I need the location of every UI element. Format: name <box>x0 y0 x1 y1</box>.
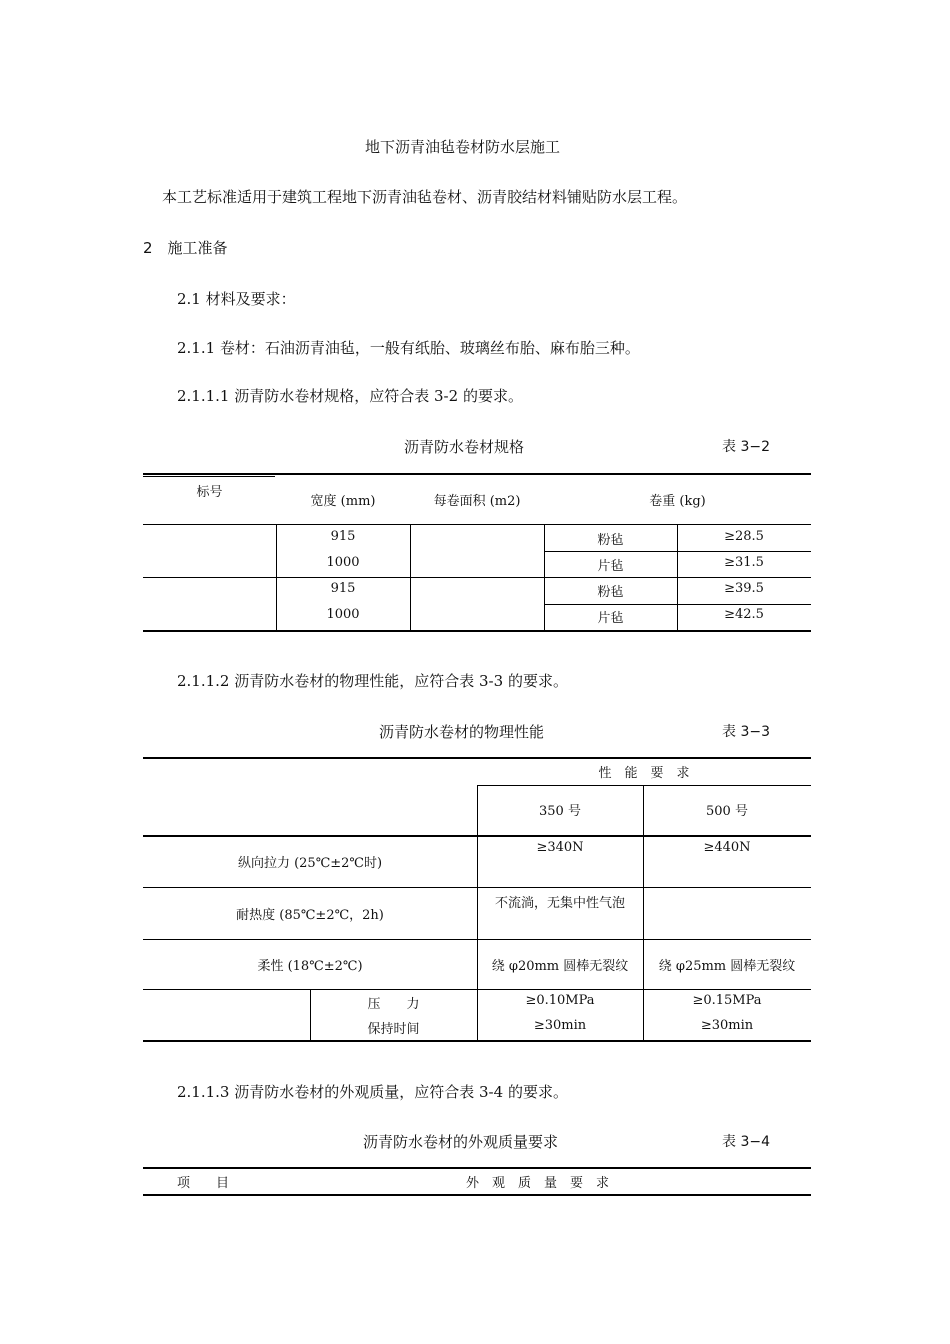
table-3-4-header-requirement: 外 观 质 量 要 求 <box>465 1176 609 1191</box>
table-row-type: 片毡 <box>597 611 624 626</box>
table-3-2-number: 表 3−2 <box>722 439 770 455</box>
table-3-2-caption: 沥青防水卷材规格 <box>404 438 525 456</box>
section-2-1-1-2: 2.1.1.2 沥青防水卷材的物理性能，应符合表 3-3 的要求。 <box>177 672 568 690</box>
document-title: 地下沥青油毡卷材防水层施工 <box>365 138 561 156</box>
table-row-500: 绕 φ25mm 圆棒无裂纹 <box>658 959 796 974</box>
table-row-350: 绕 φ20mm 圆棒无裂纹 <box>491 959 629 974</box>
table-row-width: 1000 <box>326 607 360 622</box>
table-3-2-header-grade: 标号 <box>196 485 223 500</box>
table-row-weight: ≥39.5 <box>724 581 764 596</box>
table-3-3-header-350: 350 号 <box>539 804 581 819</box>
table-row-350: 不流淌，无集中性气泡 <box>494 896 625 911</box>
table-row-width: 1000 <box>326 555 360 570</box>
pressure-350: ≥0.10MPa <box>525 993 595 1008</box>
section-2-1-1-3: 2.1.1.3 沥青防水卷材的外观质量，应符合表 3-4 的要求。 <box>177 1083 568 1101</box>
table-row-type: 片毡 <box>597 559 624 574</box>
table-3-3-header-group: 性 能 要 求 <box>598 766 690 781</box>
table-row-width: 915 <box>330 529 356 544</box>
table-row-weight: ≥31.5 <box>724 555 764 570</box>
table-row-weight: ≥42.5 <box>724 607 764 622</box>
table-3-4-number: 表 3−4 <box>722 1134 770 1150</box>
table-3-2-header-weight: 卷重 (kg) <box>649 494 706 509</box>
table-3-4-caption: 沥青防水卷材的外观质量要求 <box>363 1133 559 1151</box>
table-row-item: 耐热度 (85℃±2℃，2h) <box>236 908 384 923</box>
section-2-1-1-1: 2.1.1.1 沥青防水卷材规格，应符合表 3-2 的要求。 <box>177 387 523 405</box>
section-2-heading: 2 施工准备 <box>143 239 228 257</box>
table-row-item: 纵向拉力 (25℃±2℃时) <box>237 856 383 871</box>
section-2-1: 2.1 材料及要求： <box>177 290 296 308</box>
table-3-2-header-width: 宽度 (mm) <box>310 494 376 509</box>
pressure-500: ≥0.15MPa <box>692 993 762 1008</box>
table-row-type: 粉毡 <box>597 585 624 600</box>
table-row-item: 柔性 (18℃±2℃) <box>257 959 363 974</box>
table-row-type: 粉毡 <box>597 533 624 548</box>
hold-500: ≥30min <box>700 1018 754 1033</box>
table-row-width: 915 <box>330 581 356 596</box>
table-row-500: ≥440N <box>703 840 751 855</box>
table-3-3-number: 表 3−3 <box>722 724 770 740</box>
table-row-350: ≥340N <box>536 840 584 855</box>
pressure-label: 压 力 <box>367 997 420 1012</box>
table-3-2-header-area: 每卷面积 (m2) <box>433 494 521 509</box>
table-3-4-header-item: 项 目 <box>176 1176 229 1191</box>
section-2-1-1: 2.1.1 卷材：石油沥青油毡，一般有纸胎、玻璃丝布胎、麻布胎三种。 <box>177 339 640 357</box>
table-3-3-caption: 沥青防水卷材的物理性能 <box>379 723 545 741</box>
table-row-weight: ≥28.5 <box>724 529 764 544</box>
table-3-3-header-500: 500 号 <box>706 804 748 819</box>
hold-350: ≥30min <box>533 1018 587 1033</box>
intro-paragraph: 本工艺标准适用于建筑工程地下沥青油毡卷材、沥青胶结材料铺贴防水层工程。 <box>162 188 688 206</box>
hold-time-label: 保持时间 <box>367 1022 420 1037</box>
